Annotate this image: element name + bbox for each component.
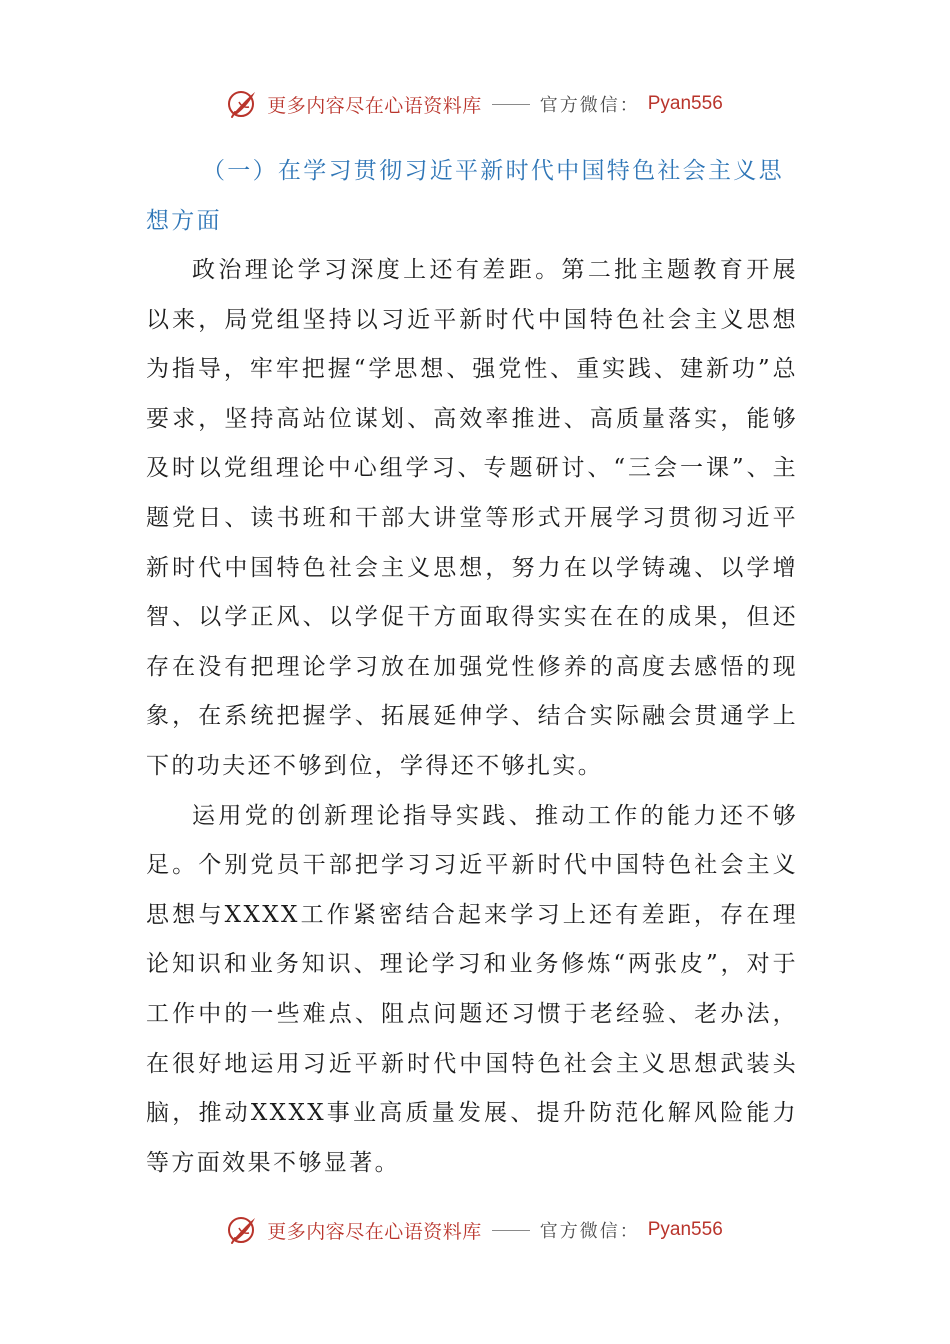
footer-banner (0, 1210, 950, 1250)
quill-pen-icon (227, 88, 259, 120)
banner-site-text: 更多内容尽在心语资料库 (267, 1220, 482, 1243)
paragraph-theory-depth: 政治理论学习深度上还有差距。第二批主题教育开展以来，局党组坚持以习近平新时代中国特色社会主义思想为指导，牢牢把握“学思想、强党性、重实践、建新功”总要求，坚持高站位谋划、高效率推进、高质量落实，能够及时以党组理论中心组学习、专题研讨、“三会一课”、主题党日、读书班和干部大讲堂等形式开展学习贯彻习近平新时代中国特色社会主义思想，努力在以学铸魂、以学增智、以学正风、以学促干方面取得实实在在的成果，但还存在没有把理论学习放在加强党性修养的高度去感悟的现象，在系统把握学、拓展延伸学、结合实际融会贯通学上下的功夫还不够到位，学得还不够扎实。 (146, 257, 798, 779)
banner-site-text: 更多内容尽在心语资料库 (267, 94, 482, 117)
banner-divider (492, 1230, 530, 1231)
banner-contact-label: 官方微信： (539, 95, 640, 116)
paragraph-practice-ability: 运用党的创新理论指导实践、推动工作的能力还不够足。个别党员干部把学习习近平新时代中国特色社会主义思想与XXXX工作紧密结合起来学习上还有差距，存在理论知识和业务知识、理论学习和业务修炼“两张皮”，对于工作中的一些难点、阻点问题还习惯于老经验、老办法，在很好地运用习近平新时代中国特色社会主义思想武装头脑，推动XXXX事业高质量发展、提升防范化解风险能力等方面效果不够显著。 (146, 802, 798, 1176)
header-banner (0, 84, 950, 124)
banner-contact-label: 官方微信： (539, 1221, 640, 1242)
banner-contact-id: Pyan556 (647, 93, 723, 114)
document-body (146, 146, 798, 1188)
quill-pen-icon (227, 1214, 259, 1246)
banner-divider (492, 104, 530, 105)
section-heading: （一）在学习贯彻习近平新时代中国特色社会主义思想方面 (146, 158, 784, 234)
banner-contact-id: Pyan556 (647, 1219, 723, 1240)
